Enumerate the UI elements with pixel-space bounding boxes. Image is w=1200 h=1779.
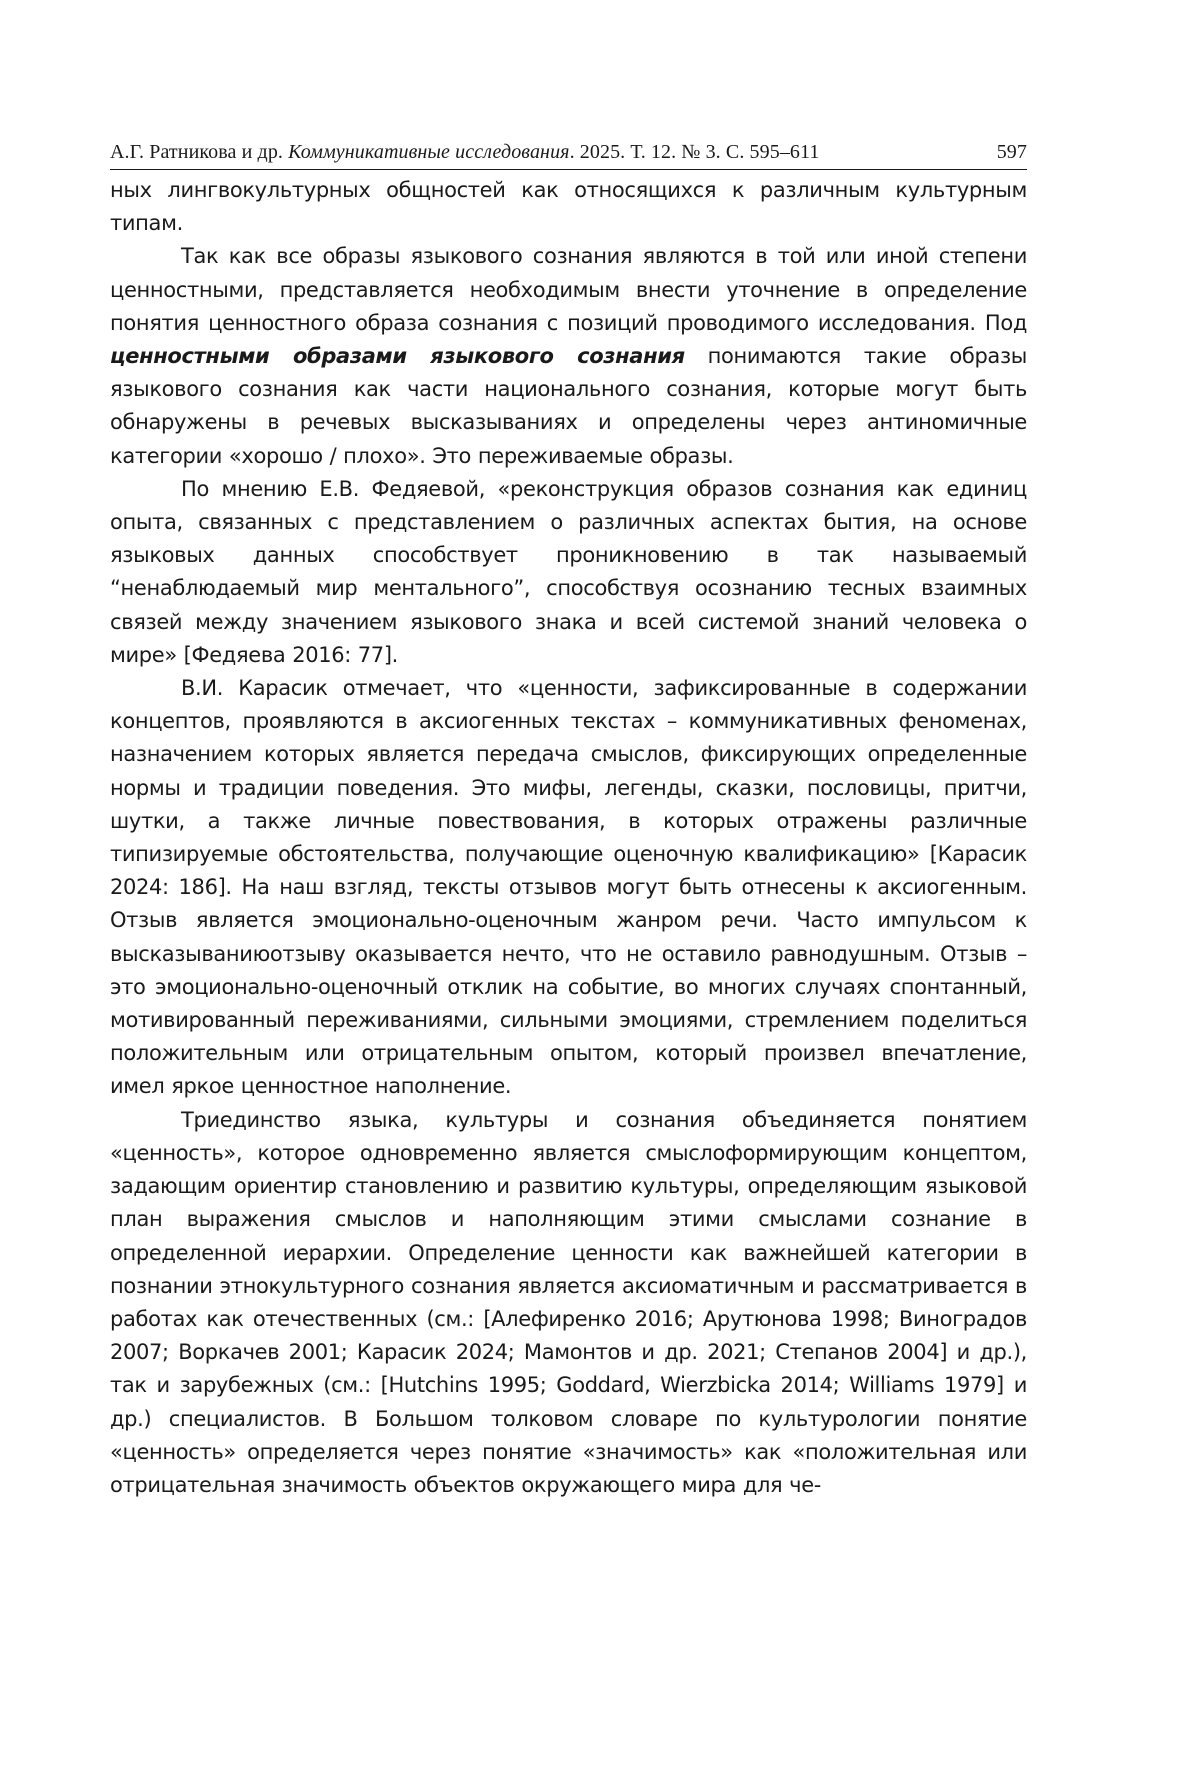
journal-page [110, 140, 1027, 1502]
paragraph-continuation: ных лингвокультурных общностей как относящихся к различным культурным типам. [110, 178, 1027, 236]
paragraph-value-images [110, 240, 1027, 472]
header-journal-title: Коммуникативные исследования [288, 141, 570, 163]
paragraph-triunity: Триединство языка, культуры и сознания объединяется понятием «ценность», которое одновременно является смыслоформирующим концептом, задающим ориентир становлению и развитию культуры, определяющим языковой план выражения смыслов и наполняющим этими смыслами сознание в определенной иерархии. Определение ценности как важнейшей категории в познании этнокультурного сознания является аксиоматичным и рассматривается в работах как отечественных (см.: [Алефиренко 2016; Арутюнова 1998; Виноградов 2007; Воркачев 2001; Карасик 2024; Мамонтов и др. 2021; Степанов 2004] и др.), так и зарубежных (см.: [Hutchins 1995; Goddard, Wierzbicka 2014; Williams 1979] и др.) специалистов. В Большом толковом словаре по культурологии понятие «ценность» определяется через понятие «значимость» как «положительная или отрицательная значимость объектов окружающего мира для че- [110, 1107, 1027, 1497]
paragraph-karasik-quote: В.И. Карасик отмечает, что «ценности, зафиксированные в содержании концептов, проявляются в аксиогенных текстах – коммуникативных феноменах, назначением которых является передача смыслов, фиксирующих определенные нормы и традиции поведения. Это мифы, легенды, сказки, пословицы, притчи, шутки, а также личные повествования, в которых отражены различные типизируемые обстоятельства, получающие оценочную квалификацию» [Карасик 2024: 186]. На наш взгляд, тексты отзывов могут быть отнесены к аксиогенным. Отзыв является эмоционально-оценочным жанром речи. Часто импульсом к высказываниюотзыву оказывается нечто, что не оставило равнодушным. Отзыв – это эмоционально-оценочный отклик на событие, во многих случаях спонтанный, мотивированный переживаниями, сильными эмоциями, стремлением поделиться положительным или отрицательным опытом, который произвел впечатление, имел яркое ценностное наполнение. [110, 676, 1027, 1099]
page-number: 597 [996, 141, 1027, 163]
paragraph-value-images-lead: Так как все образы языкового сознания являются в той или иной степени ценностными, представляется необходимым внести уточнение в определение понятия ценностного образа сознания с позиций проводимого исследования. Под [110, 244, 1027, 335]
header-authors: А.Г. Ратникова и др. [110, 141, 289, 163]
paragraph-value-images-rest: понимаются такие образы языкового сознания как части национального сознания, которые могут быть обнаружены в речевых высказываниях и определены через антиномичные категории «хорошо / плохо». Это переживаемые образы. [110, 344, 1027, 468]
article-body [110, 174, 1027, 1502]
defined-term: ценностными образами языкового сознания [110, 344, 685, 369]
running-header [110, 140, 1027, 170]
citation-line [110, 140, 819, 164]
header-citation: . 2025. Т. 12. № 3. С. 595–611 [569, 141, 820, 163]
paragraph-fedyaeva-quote: По мнению Е.В. Федяевой, «реконструкция образов сознания как единиц опыта, связанных с представлением о различных аспектах бытия, на основе языковых данных способствует проникновению в так называемый “ненаблюдаемый мир ментального”, способствуя осознанию тесных взаимных связей между значением языкового знака и всей системой знаний человека о мире» [Федяева 2016: 77]. [110, 476, 1027, 667]
